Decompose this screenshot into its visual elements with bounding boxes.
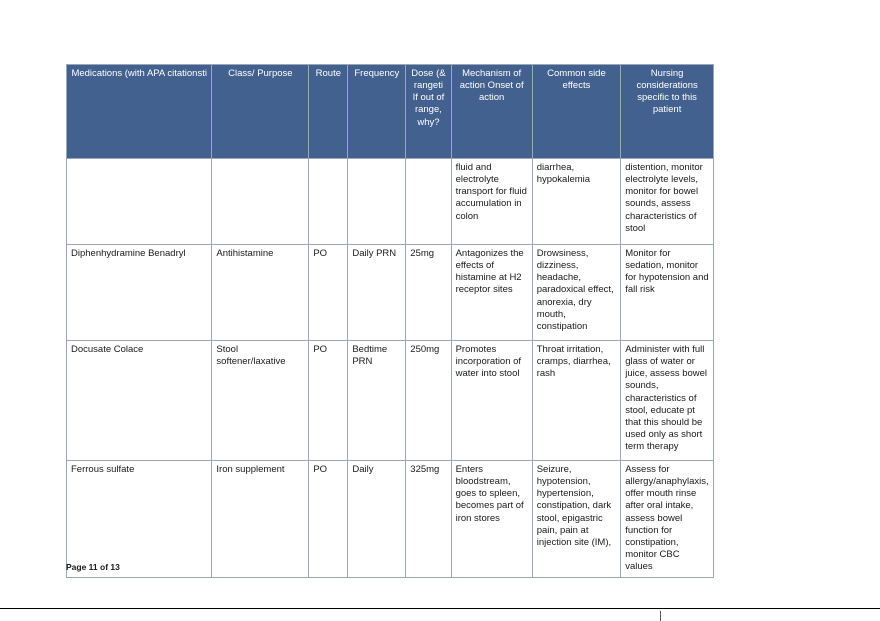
cell-frequency: Daily <box>348 461 406 578</box>
cell-nursing: Assess for allergy/anaphylaxis, offer mouth rinse after oral intake, assess bowel function for constipation, monitor CBC values <box>621 461 714 578</box>
cell-frequency: Daily PRN <box>348 245 406 341</box>
cell-class-purpose: Iron supplement <box>212 461 309 578</box>
cell-route: PO <box>309 461 348 578</box>
cell-class-purpose <box>212 159 309 245</box>
cell-medication: Diphenhydramine Benadryl <box>67 245 212 341</box>
table-header-row <box>67 65 714 159</box>
cell-mechanism: Enters bloodstream, goes to spleen, becomes part of iron stores <box>451 461 532 578</box>
cell-frequency: Bedtime PRN <box>348 341 406 461</box>
column-header-frequency: Frequency <box>348 65 406 159</box>
page-footer: Page 11 of 13 <box>66 562 120 572</box>
cell-class-purpose: Antihistamine <box>212 245 309 341</box>
column-header-route: Route <box>309 65 348 159</box>
cell-class-purpose: Stool softener/laxative <box>212 341 309 461</box>
cell-mechanism: Antagonizes the effects of histamine at H2 receptor sites <box>451 245 532 341</box>
cell-side-effects: diarrhea, hypokalemia <box>532 159 621 245</box>
horizontal-scrollbar[interactable] <box>0 608 880 621</box>
column-header-dose: Dose (& rangeti If out of range, why? <box>406 65 451 159</box>
column-header-mechanism-of-action: Mechanism of action Onset of action <box>451 65 532 159</box>
cell-route: PO <box>309 245 348 341</box>
column-header-medications: Medications (with APA citationsti <box>67 65 212 159</box>
table-row <box>67 461 714 578</box>
cell-route: PO <box>309 341 348 461</box>
table-header <box>67 65 714 159</box>
cell-nursing: distention, monitor electrolyte levels, monitor for bowel sounds, assess characteristics of stool <box>621 159 714 245</box>
cell-mechanism: Promotes incorporation of water into stool <box>451 341 532 461</box>
scrollbar-thumb[interactable] <box>0 611 661 621</box>
cell-frequency <box>348 159 406 245</box>
medications-table <box>66 64 714 578</box>
scrollbar-track[interactable] <box>0 610 880 620</box>
cell-dose <box>406 159 451 245</box>
cell-side-effects: Throat irritation, cramps, diarrhea, rash <box>532 341 621 461</box>
table-row <box>67 341 714 461</box>
document-body <box>66 64 714 578</box>
cell-mechanism: fluid and electrolyte transport for fluid accumulation in colon <box>451 159 532 245</box>
table-body <box>67 159 714 578</box>
cell-nursing: Monitor for sedation, monitor for hypotension and fall risk <box>621 245 714 341</box>
cell-medication: Ferrous sulfate <box>67 461 212 578</box>
cell-dose: 25mg <box>406 245 451 341</box>
column-header-nursing-considerations: Nursing considerations specific to this patient <box>621 65 714 159</box>
table-row <box>67 245 714 341</box>
column-header-class-purpose: Class/ Purpose <box>212 65 309 159</box>
cell-medication: Docusate Colace <box>67 341 212 461</box>
cell-side-effects: Seizure, hypotension, hypertension, constipation, dark stool, epigastric pain, pain at injection site (IM), <box>532 461 621 578</box>
table-row <box>67 159 714 245</box>
cell-dose: 250mg <box>406 341 451 461</box>
cell-medication <box>67 159 212 245</box>
cell-dose: 325mg <box>406 461 451 578</box>
cell-nursing: Administer with full glass of water or juice, assess bowel sounds, characteristics of stool, educate pt that this should be used only as short term therapy <box>621 341 714 461</box>
cell-side-effects: Drowsiness, dizziness, headache, paradoxical effect, anorexia, dry mouth, constipation <box>532 245 621 341</box>
cell-route <box>309 159 348 245</box>
column-header-common-side-effects: Common side effects <box>532 65 621 159</box>
